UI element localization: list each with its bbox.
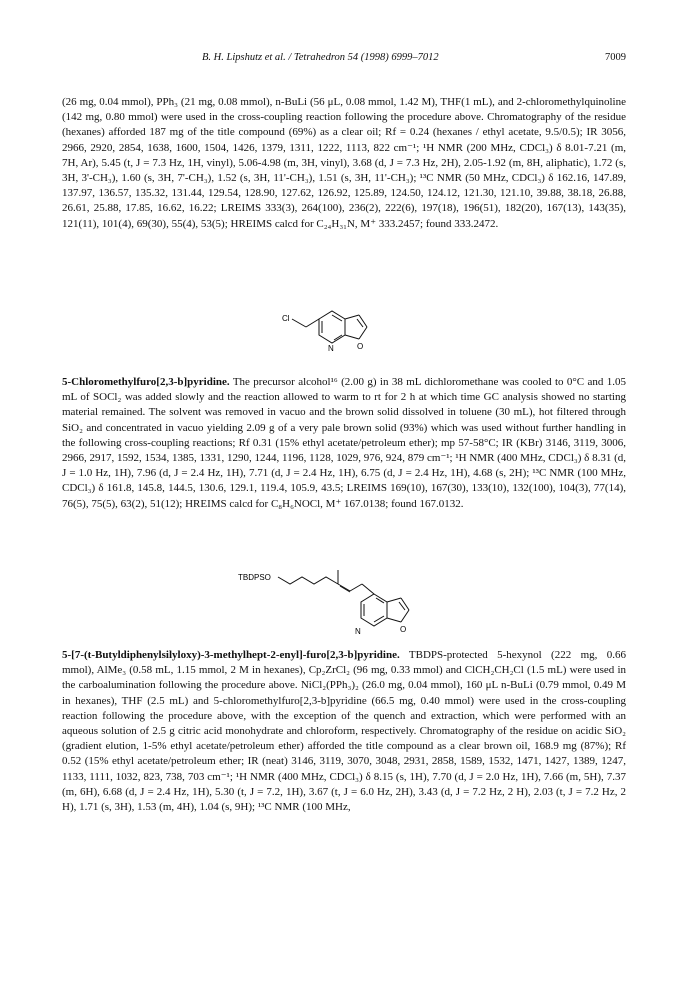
paragraph-text: TBDPS-protected 5-hexynol (222 mg, 0.66 mmol), AlMe₃ (0.58 mL, 1.15 mmol, 2 M in hexanes), Cp₂ZrCl₂ (96 mg, 0.33 mmol) and ClCH₂CH₂Cl (1.5 mL) were used in the carboalumination following the procedure above. NiCl₂(PPh₃)₂ (26.0 mg, 0.04 mmol), 160 μL n-BuLi (0.79 mmol, 0.49 M in hexanes), THF (2.5 mL) and 5-chloromethylfuro[2,3-b]pyridine (66.5 mg, 0.40 mmol) were used in the cross-coupling reaction following the procedure above, with the exception of the quench and extraction, which were performed with an aqueous solution of 2.5 g citric acid monohydrate and chloroform, respectively. Chromatography of the residue on acidic SiO₂ (gradient elution, 1-5% ethyl acetate/petroleum ether) afforded the title compound as a clear brown oil, 168.9 mg (87%); Rf 0.52 (15% ethyl acetate/petroleum ether; IR (neat) 3146, 3119, 3070, 3048, 2931, 2858, 1589, 1532, 1471, 1427, 1389, 1247, 1133, 1111, 1032, 823, 738, 703 cm⁻¹; ¹H NMR (400 MHz, CDCl₃) δ 8.15 (s, 1H), 7.70 (d, J = 2.0 Hz, 1H), 7.66 (m, 5H), 7.37 (m, 6H), 6.68 (d, J = 2.4 Hz, 1H), 5.30 (t, J = 7.2, 1H), 3.67 (t, J = 6.0 Hz, 2H), 3.43 (d, J = 7.2 Hz, 2 H), 2.03 (t, J = 7.2 Hz, 2 H), 1.71 (s, 3H), 1.53 (m, 4H), 1.04 (s, 9H); ¹³C NMR (100 MHz, <box>62 649 626 814</box>
structure-drawing <box>238 562 438 642</box>
page-header <box>62 52 626 66</box>
running-title: B. H. Lipshutz et al. / Tetrahedron 54 (1998) 6999–7012 <box>202 52 439 63</box>
compound-title: 5-[7-(t-Butyldiphenylsilyloxy)-3-methylhept-2-enyl]-furo[2,3-b]pyridine. <box>62 649 400 661</box>
chlorine-label: Cl <box>282 314 290 323</box>
nitrogen-label: N <box>328 344 334 353</box>
paragraph-quinoline-product <box>62 95 626 232</box>
structure-drawing <box>278 305 408 367</box>
tbdpso-label: TBDPSO <box>238 573 271 582</box>
compound-title: 5-Chloromethylfuro[2,3-b]pyridine. <box>62 376 230 388</box>
structure-tbdps-furopyridine <box>238 562 438 642</box>
paragraph-chloromethylfuropyridine <box>62 375 626 512</box>
oxygen-label: O <box>400 625 407 634</box>
oxygen-label: O <box>357 342 364 351</box>
structure-chloromethylfuropyridine <box>278 305 408 367</box>
paragraph-text: The precursor alcohol¹⁶ (2.00 g) in 38 mL dichloromethane was cooled to 0°C and 1.05 mL of SOCl₂ was added slowly and the reaction allowed to warm to rt for 2 h at which time GC analysis showed no starting material remained. The solvent was removed in vacuo and the brown solid dissolved in toluene (30 mL), hot filtered through SiO₂ and concentrated in vacuo yielding 2.09 g of a very pale brown solid (93%) which was used without further handling in the following cross-coupling reactions; Rf 0.31 (15% ethyl acetate/petroleum ether); mp 57-58°C; IR (KBr) 3146, 3119, 3006, 2966, 2917, 1592, 1534, 1385, 1331, 1290, 1244, 1196, 1128, 1029, 976, 924, 879 cm⁻¹; ¹H NMR (400 MHz, CDCl₃) δ 8.31 (d, J = 1.0 Hz, 1H), 7.96 (d, J = 2.4 Hz, 1H), 7.71 (d, J = 2.4 Hz, 1H), 6.75 (d, J = 2.4 Hz, 1H), 4.68 (s, 2H); ¹³C NMR (100 MHz, CDCl₃) δ 161.8, 145.8, 144.5, 130.6, 129.1, 119.4, 105.9, 43.5; LREIMS 169(10), 167(30), 133(10), 132(100), 104(3), 77(14), 76(5), 75(5), 63(2), 51(12); HREIMS calcd for C₈H₆NOCl, M⁺ 167.0138; found 167.0132. <box>62 376 626 510</box>
nitrogen-label: N <box>355 627 361 636</box>
page-number: 7009 <box>605 52 626 63</box>
paragraph-text: (26 mg, 0.04 mmol), PPh₃ (21 mg, 0.08 mmol), n-BuLi (56 μL, 0.08 mmol, 1.42 M), THF(1 mL), and 2-chloromethylquinoline (142 mg, 0.80 mmol) were used in the cross-coupling reaction following the procedure above. Chromatography of the residue (hexanes) afforded 187 mg of the title compound (69%) as a clear oil; Rf = 0.24 (hexanes / ethyl acetate, 9.5/0.5); IR 3056, 2966, 2920, 2854, 1638, 1600, 1504, 1426, 1379, 1311, 1222, 1113, 822 cm⁻¹; ¹H NMR (200 MHz, CDCl₃) δ 8.01-7.21 (m, 7H, Ar), 5.45 (t, J = 7.3 Hz, 1H, vinyl), 5.06-4.98 (m, 3H, vinyl), 3.68 (d, J = 7.3 Hz, 2H), 2.05-1.92 (m, 8H, aliphatic), 1.72 (s, 3H, 3'-CH₃), 1.60 (s, 3H, 7'-CH₃), 1.52 (s, 3H, 11'-CH₃), 1.51 (s, 3H, 11'-CH₃); ¹³C NMR (50 MHz, CDCl₃) δ 162.16, 147.89, 137.97, 136.57, 135.32, 131.44, 129.54, 128.90, 127.62, 126.92, 125.89, 124.50, 124.12, 121.30, 121.10, 39.88, 38.18, 26.88, 26.61, 25.88, 17.85, 16.62, 16.22; LREIMS 333(3), 264(100), 236(2), 222(6), 197(18), 196(51), 182(20), 167(13), 143(35), 121(11), 101(4), 69(30), 55(4), 53(5); HREIMS calcd for C₂₄H₃₁N, M⁺ 333.2457; found 333.2472. <box>62 96 626 230</box>
paragraph-tbdps-furopyridine <box>62 648 626 815</box>
